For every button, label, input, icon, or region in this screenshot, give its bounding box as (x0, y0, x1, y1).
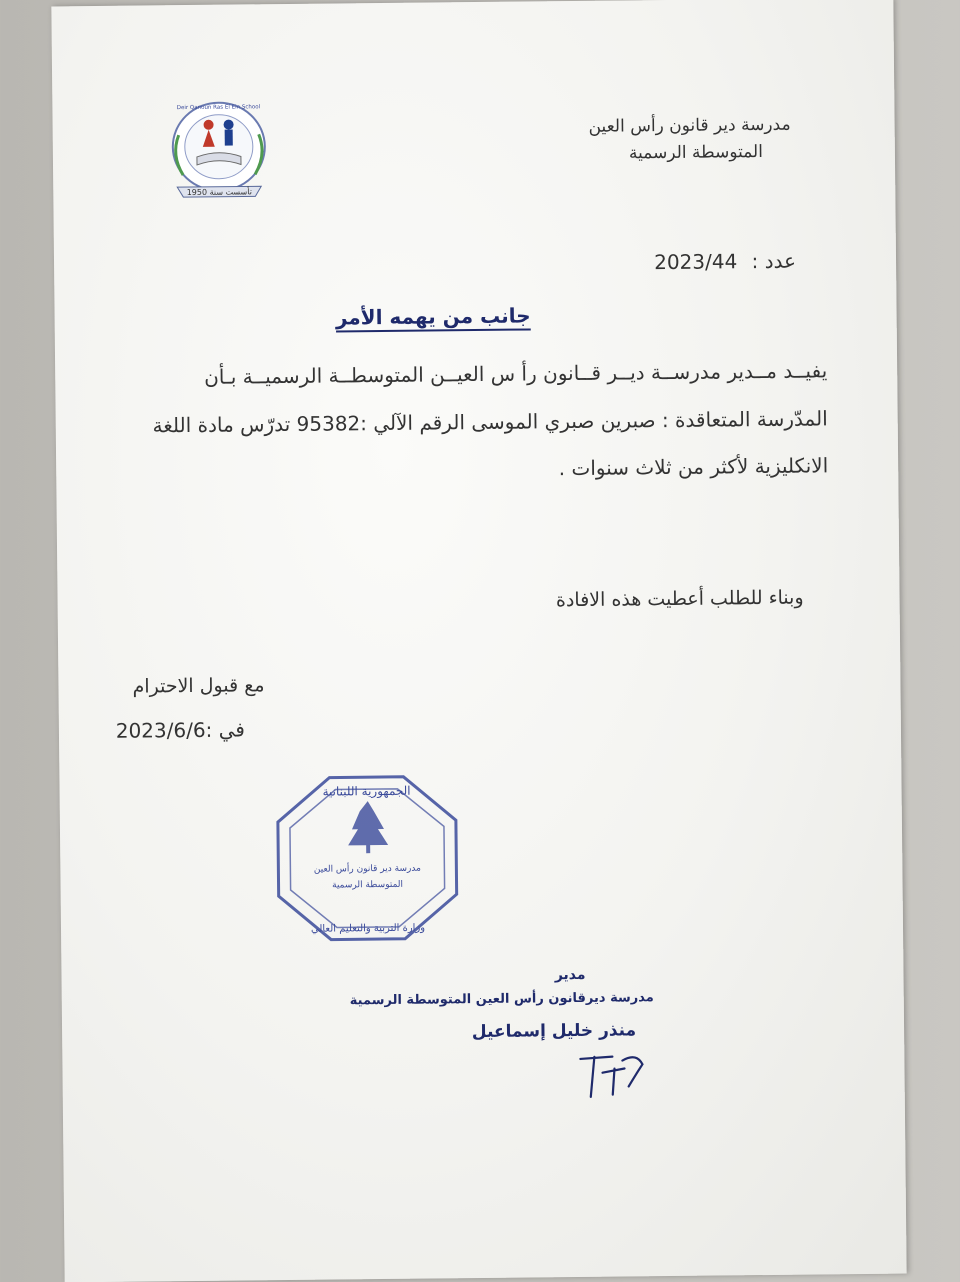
body-line-2: المدّرسة المتعاقدة : صبرين صبري الموسى الرقم الآلي :95382 تدرّس مادة اللغة (152, 406, 828, 438)
closing-date (116, 717, 245, 742)
logo-founded-text: تأسست سنة 1950 (186, 187, 252, 198)
school-type: المتوسطة الرسمية (628, 142, 764, 164)
body-line-1: يفيــد مــدير مدرســة ديــر قــانون رأ س العيــن المتوسطــة الرسميــة بـأن (204, 358, 828, 389)
stamp-top-text: الجمهورية اللبنانية (322, 783, 411, 799)
signatory-name: منذر خليل إسماعيل (471, 1020, 637, 1043)
school-name: مدرسة دير قانون رأس العين (588, 114, 791, 137)
reference-value: 2023/44 (654, 249, 738, 275)
signatory-school: مدرسة ديرقانون رأس العين المتوسطة الرسمية (349, 990, 654, 1009)
letter-title: جانب من يهمه الأمر (335, 303, 531, 330)
request-note: وبناء للطلب أعطيت هذه الافادة (555, 586, 804, 612)
school-logo (156, 94, 279, 207)
logo-name-text: Deir Qanoun Ras El Ein School (176, 104, 261, 112)
closing-regards: مع قبول الاحترام (132, 674, 265, 698)
body-line-3: الانكليزية لأكثر من ثلاث سنوات . (558, 453, 829, 481)
signatory-role: مدير (554, 966, 586, 984)
reference-label: عدد : (751, 248, 797, 274)
date-value: 2023/6/6 (115, 717, 206, 743)
reference-number (654, 249, 796, 274)
date-label: في : (205, 717, 246, 742)
handwritten-signature (572, 1046, 653, 1103)
stamp-line-1: مدرسة دير قانون رأس العين (313, 863, 421, 875)
stamp-bottom-text: وزارة التربية والتعليم العالي (310, 922, 426, 935)
official-stamp (273, 772, 461, 944)
document-page (51, 0, 906, 1282)
stamp-line-2: المتوسطة الرسمية (332, 879, 404, 891)
